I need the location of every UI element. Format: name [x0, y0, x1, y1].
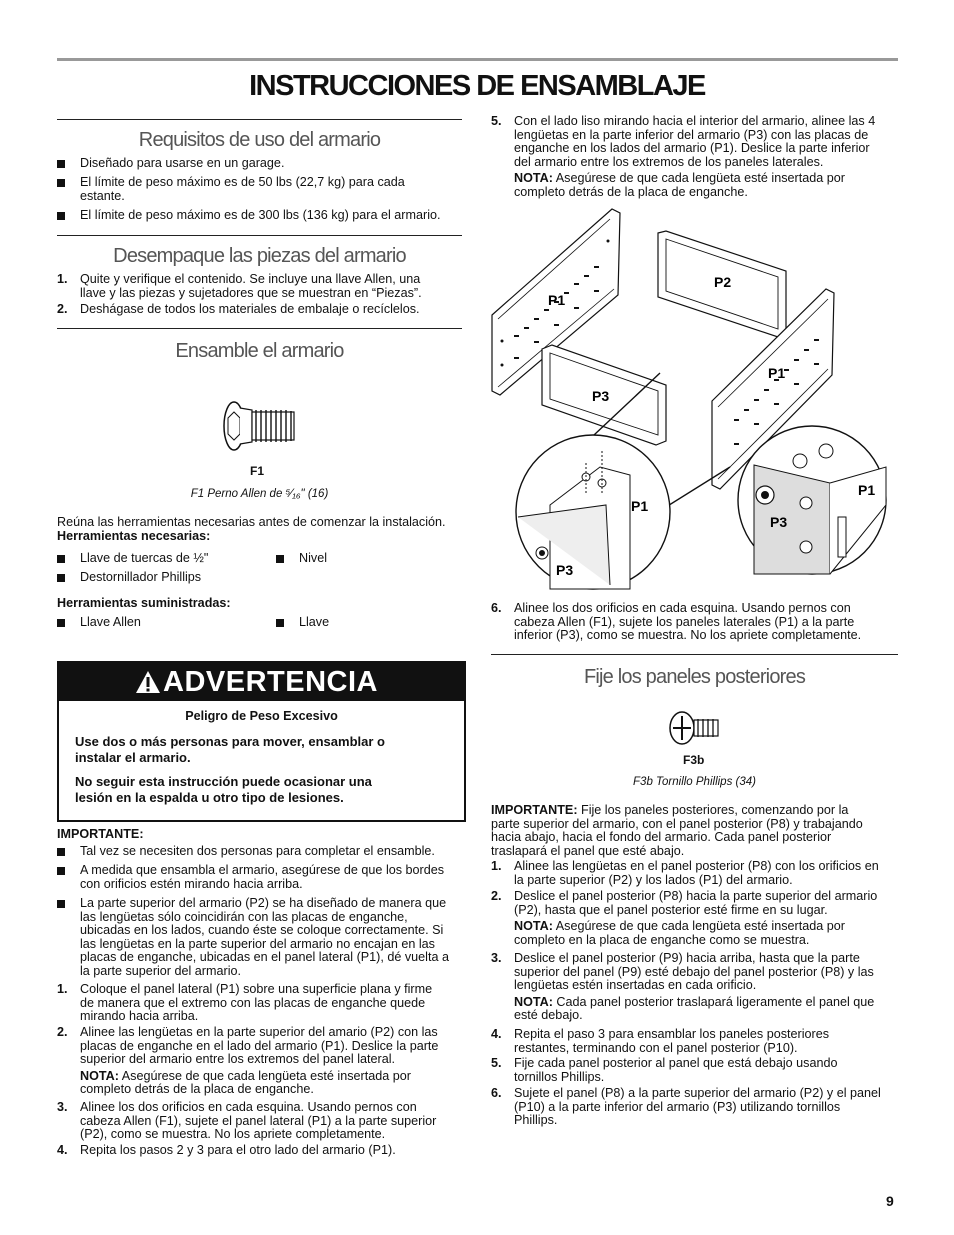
- label-p1: P1: [858, 482, 876, 498]
- label-p1: P1: [631, 498, 649, 514]
- fije-importante: IMPORTANTE: Fije los paneles posteriores, comenzando por la parte superior del armario, con el panel posterior (P8) y trabajando hacia abajo, hacia el fondo del armario. Cada panel posterior traslapará el panel que esté abajo.: [491, 803, 863, 858]
- phillips-screw-icon: [668, 710, 724, 746]
- heading-ensamble: Ensamble el armario: [175, 340, 344, 362]
- importante-label: IMPORTANTE:: [57, 827, 144, 841]
- f3b-caption: F3b Tornillo Phillips (34): [633, 776, 756, 788]
- tools-supplied-label: Herramientas suministradas:: [57, 596, 231, 610]
- heading-fije: Fije los paneles posteriores: [583, 666, 806, 688]
- page-number: 9: [886, 1193, 894, 1209]
- cabinet-assembly-diagram: [490, 205, 890, 590]
- heading-desempaque: Desempaque las piezas del armario: [113, 245, 406, 267]
- top-rule: [57, 58, 898, 61]
- label-p1: P1: [548, 292, 566, 308]
- rule-requisitos: [57, 119, 462, 120]
- f1-label: F1: [250, 464, 265, 478]
- label-p3: P3: [556, 562, 574, 578]
- warning-triangle-icon: [135, 670, 161, 694]
- warning-subtitle: Peligro de Peso Excesivo: [185, 709, 338, 723]
- label-p3: P3: [592, 388, 610, 404]
- page-title: INSTRUCCIONES DE ENSAMBLAJE: [249, 70, 705, 102]
- warning-header: ADVERTENCIA: [59, 663, 464, 701]
- heading-requisitos: Requisitos de uso del armario: [138, 129, 381, 151]
- warning-text-1: Use dos o más personas para mover, ensamblar o instalar el armario.: [75, 734, 385, 765]
- tools-needed-label: Herramientas necesarias:: [57, 529, 211, 543]
- rule-fije: [491, 654, 898, 655]
- f1-caption: F1 Perno Allen de ⁵⁄₁₆" (16): [190, 488, 329, 500]
- tools-intro: Reúna las herramientas necesarias antes de comenzar la instalación.: [57, 515, 446, 529]
- warning-text-2: No seguir esta instrucción puede ocasionar una lesión en la espalda u otro tipo de lesiones.: [75, 774, 372, 805]
- rule-desempaque: [57, 235, 462, 236]
- rule-ensamble: [57, 328, 462, 329]
- label-p3: P3: [770, 514, 788, 530]
- list-item: El límite de peso máximo es de 50 lbs (22,7 kg) para cada estante.: [57, 176, 462, 204]
- label-p1: P1: [768, 365, 786, 381]
- f3b-label: F3b: [683, 753, 705, 767]
- warning-box: [57, 661, 466, 822]
- label-p2: P2: [714, 274, 732, 290]
- allen-bolt-icon: [222, 398, 302, 454]
